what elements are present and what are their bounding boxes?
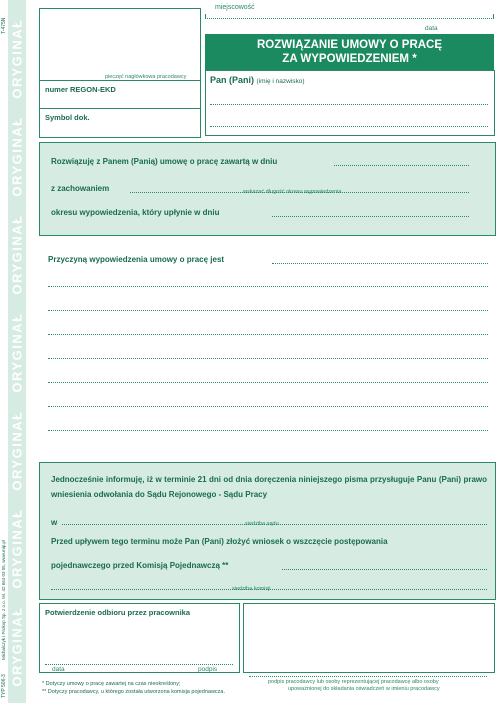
watermark-text: ORYGINAŁ bbox=[9, 507, 25, 589]
employee-name-line[interactable] bbox=[210, 104, 488, 105]
reason-line[interactable] bbox=[272, 263, 488, 264]
court-hint: siedziba sądu bbox=[245, 521, 279, 527]
date-label: data bbox=[425, 25, 438, 32]
commission-line[interactable] bbox=[282, 569, 487, 570]
watermark-text: ORYGINAŁ bbox=[9, 213, 25, 295]
receipt-signature-label: podpis bbox=[198, 666, 218, 673]
stamp-hint: pieczęć nagłówkowa pracodawcy bbox=[105, 74, 187, 80]
watermark bbox=[8, 502, 26, 594]
appeal-info: Jednocześnie informuję, iż w terminie 21 dni od dnia doręczenia niniejszego pisma przysługuje Panu (Pani) prawo wniesienia odwołania do Sądu Rejonowego - Sądu Pracy bbox=[51, 475, 487, 499]
watermark-text: ORYGINAŁ bbox=[9, 311, 25, 393]
conciliation-line-1: Przed upływem tego terminu może Pan (Pani) złożyć wniosek o wszczęcie postępowania bbox=[51, 537, 388, 546]
watermark bbox=[8, 404, 26, 496]
reason-line[interactable] bbox=[48, 286, 488, 287]
regon-label: numer REGON-EKD bbox=[45, 85, 116, 94]
employee-hint: (imię i nazwisko) bbox=[256, 78, 305, 85]
reason-line[interactable] bbox=[48, 358, 488, 359]
title-line-1: ROZWIĄZANIE UMOWY O PRACĘ bbox=[256, 39, 443, 51]
receipt-label: Potwierdzenie odbioru przez pracownika bbox=[45, 608, 191, 617]
notice-end-date-field[interactable] bbox=[272, 216, 469, 217]
termination-line-1: Rozwiązuję z Panem (Panią) umowę o pracę zawartą w dniu bbox=[51, 157, 278, 166]
title-line-2: ZA WYPOWIEDZENIEM * bbox=[282, 53, 417, 65]
commission-hint: siedziba komisji bbox=[232, 586, 271, 592]
document-title bbox=[205, 34, 494, 70]
employee-name-line[interactable] bbox=[210, 126, 488, 127]
code-top: T-475N bbox=[1, 17, 7, 34]
watermark-text: ORYGINAŁ bbox=[9, 605, 25, 687]
publisher-text: Michalczyk i Prokop Sp. z o.o. tel. 42 664 03 05, www.mip.pl bbox=[1, 539, 6, 660]
footnote-2: ** Dotyczy pracodawcy, u którego została utworzona komisja pojednawcza. bbox=[42, 689, 226, 695]
reason-line[interactable] bbox=[48, 406, 488, 407]
receipt-date-signature-line[interactable] bbox=[45, 664, 233, 665]
footnote-1: * Dotyczy umowy o pracę zawartej na czas nieokreślony; bbox=[42, 681, 181, 687]
tick bbox=[205, 14, 206, 18]
watermark-text: ORYGINAŁ bbox=[9, 17, 25, 99]
conciliation-line-2: pojednawczego przed Komisją Pojednawczą ** bbox=[51, 561, 229, 570]
watermark bbox=[8, 600, 26, 692]
watermark bbox=[8, 208, 26, 300]
contract-date-field[interactable] bbox=[334, 165, 469, 166]
place-label: miejscowość bbox=[215, 4, 255, 11]
employer-signature-box[interactable] bbox=[243, 603, 495, 673]
reason-line[interactable] bbox=[48, 382, 488, 383]
reason-label: Przyczyną wypowiedzenia umowy o pracę jest bbox=[48, 255, 225, 264]
symbol-label: Symbol dok. bbox=[45, 113, 90, 122]
place-date-line[interactable] bbox=[205, 18, 494, 19]
reason-line[interactable] bbox=[48, 310, 488, 311]
watermark-text: ORYGINAŁ bbox=[9, 409, 25, 491]
court-w-label: w bbox=[51, 518, 58, 527]
watermark-text: ORYGINAŁ bbox=[9, 115, 25, 197]
notice-length-hint: wskazać długość okresu wypowiedzenia bbox=[243, 189, 342, 195]
reason-line[interactable] bbox=[48, 334, 488, 335]
employer-signature-line[interactable] bbox=[249, 676, 487, 677]
reason-line[interactable] bbox=[48, 430, 488, 431]
code-bottom: TYP 506-3 bbox=[1, 674, 7, 698]
left-strip bbox=[0, 0, 28, 703]
tick bbox=[493, 14, 494, 18]
watermark bbox=[8, 12, 26, 104]
stamp-box[interactable] bbox=[39, 8, 201, 81]
employer-signature-hint-2: upoważnionej do składania oświadczeń w imieniu pracodawcy bbox=[288, 686, 440, 692]
receipt-date-label: data bbox=[52, 666, 65, 673]
watermark bbox=[8, 110, 26, 202]
employee-label-text: Pan (Pani) bbox=[210, 75, 255, 85]
employee-label bbox=[210, 75, 305, 85]
termination-line-2: z zachowaniem bbox=[51, 184, 110, 193]
termination-line-3: okresu wypowiedzenia, który upłynie w dniu bbox=[51, 208, 220, 217]
employer-signature-hint-1: podpis pracodawcy lub osoby reprezentującej pracodawcę albo osoby bbox=[268, 679, 439, 685]
watermark bbox=[8, 306, 26, 398]
